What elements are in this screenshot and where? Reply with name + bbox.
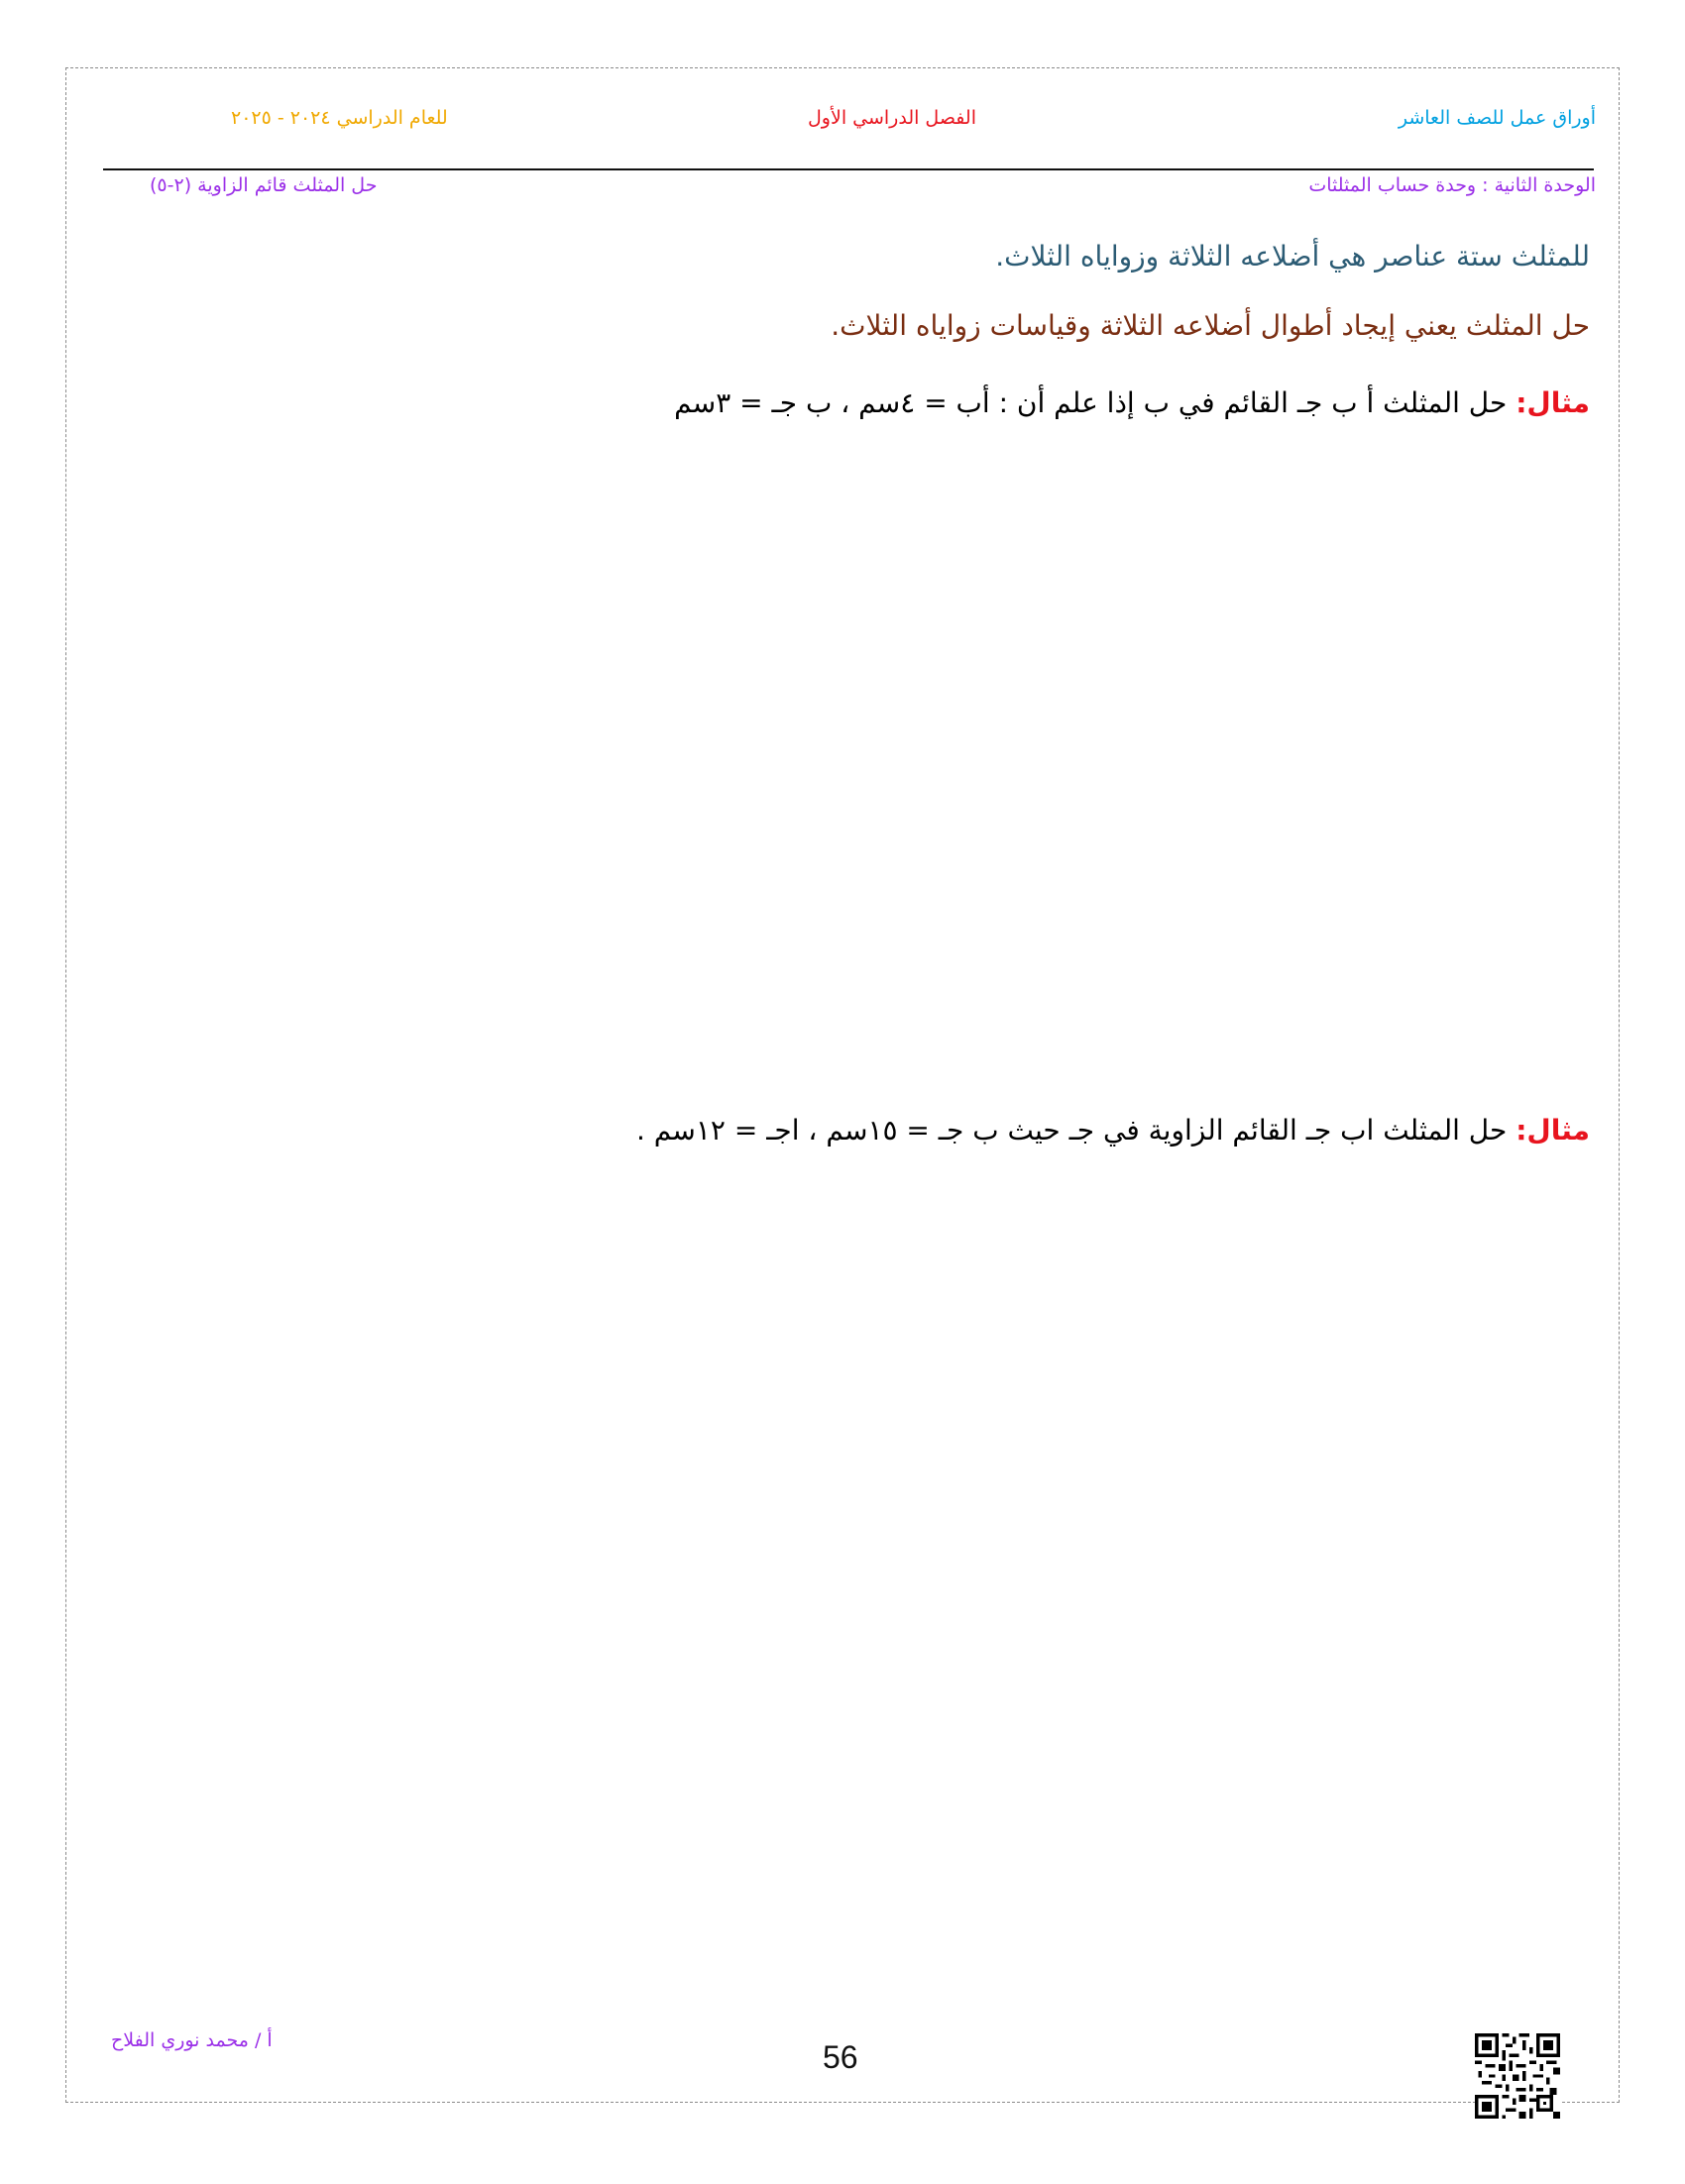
header-academic-year: للعام الدراسي ٢٠٢٤ - ٢٠٢٥ xyxy=(231,107,448,129)
qr-code-icon xyxy=(1475,2033,1560,2119)
example-1-text: حل المثلث أ ب جـ القائم في ب إذا علم أن : أب = ٤سم ، ب جـ = ٣سم xyxy=(674,386,1516,419)
example-2 xyxy=(636,1114,1590,1147)
example-2-text: حل المثلث اب جـ القائم الزاوية في جـ حيث ب جـ = ١٥سم ، اجـ = ١٢سم . xyxy=(635,1114,1516,1147)
header-semester: الفصل الدراسي الأول xyxy=(808,107,976,129)
example-1-label: مثال: xyxy=(1516,386,1590,419)
lesson-title: حل المثلث قائم الزاوية (٢-٥) xyxy=(150,174,378,196)
unit-title: الوحدة الثانية : وحدة حساب المثلثات xyxy=(1308,174,1596,196)
header-divider xyxy=(103,168,1594,170)
page-number: 56 xyxy=(823,2039,858,2075)
definition-solving: حل المثلث يعني إيجاد أطوال أضلاعه الثلاثة وقياسات زواياه الثلاث. xyxy=(831,309,1590,342)
header-worksheet-title: أوراق عمل للصف العاشر xyxy=(1398,107,1596,129)
author-name: أ / محمد نوري الفلاح xyxy=(111,2029,273,2051)
example-1 xyxy=(674,386,1590,419)
example-2-label: مثال: xyxy=(1516,1114,1590,1147)
definition-elements: للمثلث ستة عناصر هي أضلاعه الثلاثة وزواياه الثلاث. xyxy=(995,240,1590,273)
page-border xyxy=(65,67,1620,2103)
